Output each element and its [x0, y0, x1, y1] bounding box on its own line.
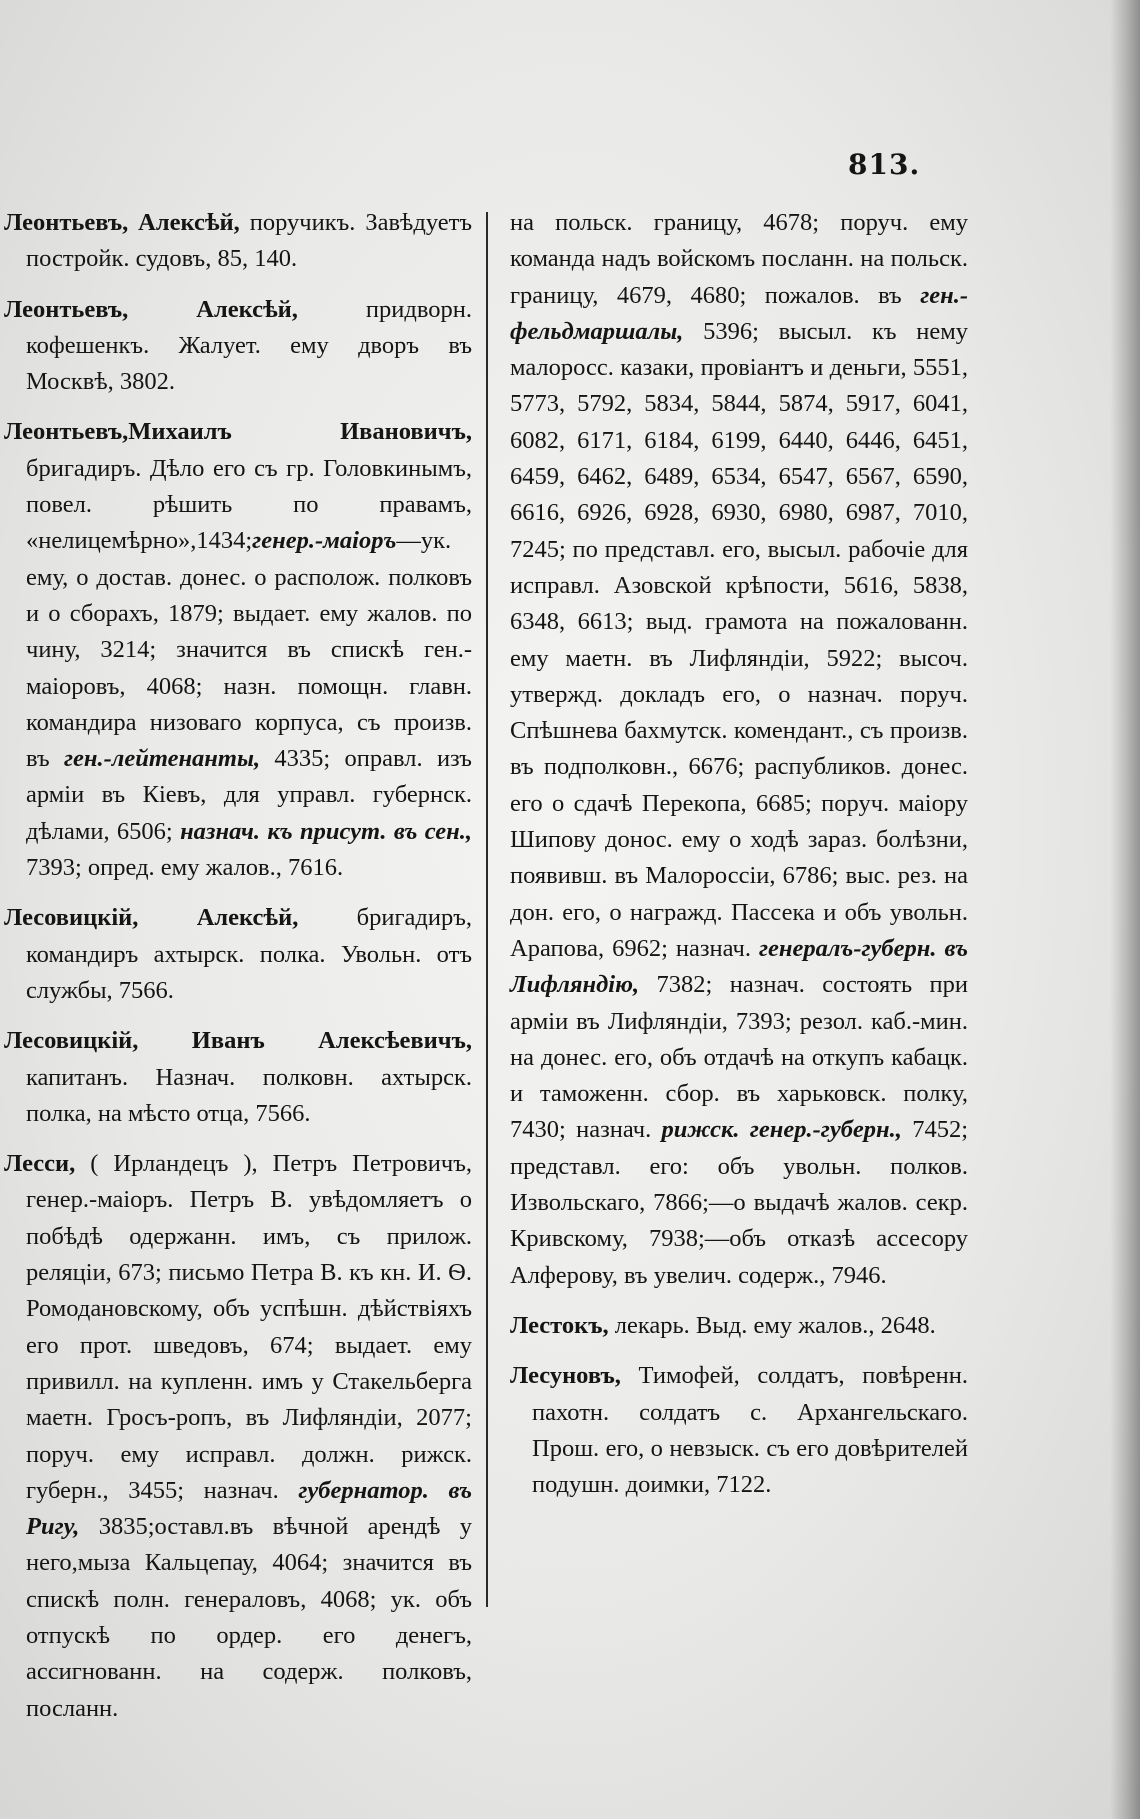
entry-text: 4335; оправл. изъ арміи въ Кіевъ, для управл. губернск. дѣлами, 6506;	[26, 745, 472, 845]
right-column	[510, 205, 968, 1517]
entry-text: ( Ирландецъ ), Петръ Петровичъ, генер.-маіоръ. Петръ В. увѣдомляетъ о побѣдѣ одержанн. имъ, съ прилож. реляціи, 673; письмо Петра В. къ кн. И. Ѳ. Ромодановскому, объ успѣшн. дѣйствіяхъ его прот. шведовъ, 674; выдает. ему привилл. на купленн. имъ у Стакельберга маетн. Гросъ-ропъ, въ Лифляндіи, 2077; поруч. ему исправл. должн. рижск. губерн., 3455; назнач.	[26, 1150, 472, 1504]
entry-text: капитанъ. Назнач. полковн. ахтырск. полка, на мѣсто отца, 7566.	[26, 1063, 472, 1127]
entry-heading: Леонтьевъ,Михаилъ Ивановичъ,	[4, 418, 472, 446]
column-divider	[486, 212, 488, 1607]
entry-heading: Леонтьевъ, Алексѣй,	[4, 295, 298, 323]
entry-italic-text: генер.-маіоръ	[252, 527, 397, 555]
entry-text: лекарь. Выд. ему жалов., 2648.	[608, 1311, 936, 1339]
entry-heading: Лесовицкій, Иванъ Алексѣевичъ,	[4, 1027, 472, 1055]
entry-heading: Лестокъ,	[510, 1311, 609, 1339]
entry-text: 5396; высыл. къ нему малоросс. казаки, провіантъ и деньги, 5551, 5773, 5792, 5834, 5844, 5874, 5917, 6041, 6082, 6171, 6184, 6199, 6440, 6446, 6451, 6459, 6462, 6489, 6534, 6547, 6567, 6590, 6616, 6926, 6928, 6930, 6980, 6987, 7010, 7245; по представл. его, высыл. рабочіе для исправл. Азовской крѣпости, 5616, 5838, 6348, 6613; выд. грамота на пожалованн. ему маетн. въ Лифляндіи, 5922; высоч. утвержд. докладъ его, о назнач. поруч. Спѣшнева бахмутск. комендант., съ произв. въ подполковн., 6676; распубликов. донес. его о сдачѣ Перекопа, 6685; поруч. маіору Шипову донос. ему о ходѣ зараз. болѣзни, появивш. въ Малороссіи, 6786; выс. рез. на дон. его, о награжд. Пассека и объ увольн. Арапова, 6962; назнач.	[510, 317, 968, 962]
page-edge-shadow	[1110, 0, 1140, 1819]
entry-text: на польск. границу, 4678; поруч. ему команда надъ войскомъ посланн. на польск. границу, 4679, 4680; пожалов. въ	[510, 209, 968, 309]
entry-italic-text: генералъ-губерн. въ Лифляндію,	[510, 934, 968, 999]
entry-text: 3835;оставл.въ вѣчной арендѣ у него,мыза Кальцепау, 4064; значится въ спискѣ полн. генераловъ, 4068; ук. объ отпускѣ по ордер. его денегъ, ассигнованн. на содерж. полковъ, посланн.	[26, 1513, 472, 1722]
index-entry	[510, 1308, 968, 1344]
entry-text: поручикъ. Завѣдуетъ постройк. судовъ, 85, 140.	[26, 209, 472, 273]
index-entry	[4, 1023, 472, 1132]
entry-continuation	[510, 205, 968, 1294]
index-entry	[4, 414, 472, 886]
entry-italic-text: губернатор. въ Ригу,	[26, 1476, 472, 1541]
entry-italic-text: рижск. генер.-губерн.,	[661, 1116, 902, 1144]
entry-text: 7393; опред. ему жалов., 7616.	[26, 854, 344, 882]
entry-heading: Леонтьевъ, Алексѣй,	[4, 209, 240, 236]
index-entry	[510, 1358, 968, 1503]
entry-text: Тимофей, солдатъ, повѣренн. пахотн. солдатъ с. Архангельскаго. Прош. его, о невзыск. съ его довѣрителей подушн. доимки, 7122.	[532, 1362, 968, 1499]
entry-heading: Лесуновъ,	[510, 1362, 621, 1390]
entry-text: 7452; представл. его: объ увольн. полков. Извольскаго, 7866;—о выдачѣ жалов. секр. Кривскому, 7938;—объ отказѣ ассесору Алферову, въ увелич. содерж., 7946.	[510, 1116, 968, 1289]
entry-text: —ук. ему, о достав. донес. о располож. полковъ и о сборахъ, 1879; выдает. ему жалов. по чину, 3214; значится въ спискѣ ген.-маіоровъ, 4068; назн. помощн. главн. командира низоваго корпуса, съ произв. въ	[26, 527, 472, 773]
index-entry	[4, 292, 472, 401]
entry-text: придворн. кофешенкъ. Жалует. ему дворъ въ Москвѣ, 3802.	[26, 295, 472, 396]
entry-text: 7382; назнач. состоять при арміи въ Лифляндіи, 7393; резол. каб.-мин. на донес. его, объ отдачѣ на откупъ кабацк. и таможенн. сбор. въ харьковск. полку, 7430; назнач.	[510, 971, 968, 1144]
entry-heading: Лесовицкій, Алексѣй,	[4, 904, 299, 932]
index-entry	[4, 900, 472, 1009]
entry-italic-text: ген.-лейтенанты,	[63, 745, 261, 773]
index-entry	[4, 205, 472, 278]
entry-text: бригадиръ. Дѣло его съ гр. Головкинымъ, повел. рѣшить по правамъ, «нелицемѣрно»,1434;	[26, 454, 472, 555]
entry-italic-text: ген.-фельдмаршалы,	[510, 281, 968, 345]
page-number: 813.	[848, 148, 921, 181]
entry-heading: Лесси,	[4, 1150, 76, 1178]
entry-text: бригадиръ, командиръ ахтырск. полка. Увольн. отъ службы, 7566.	[26, 904, 473, 1004]
index-entry	[4, 1146, 472, 1727]
left-column	[4, 205, 472, 1741]
entry-italic-text: назнач. къ присут. въ сен.,	[180, 817, 473, 845]
